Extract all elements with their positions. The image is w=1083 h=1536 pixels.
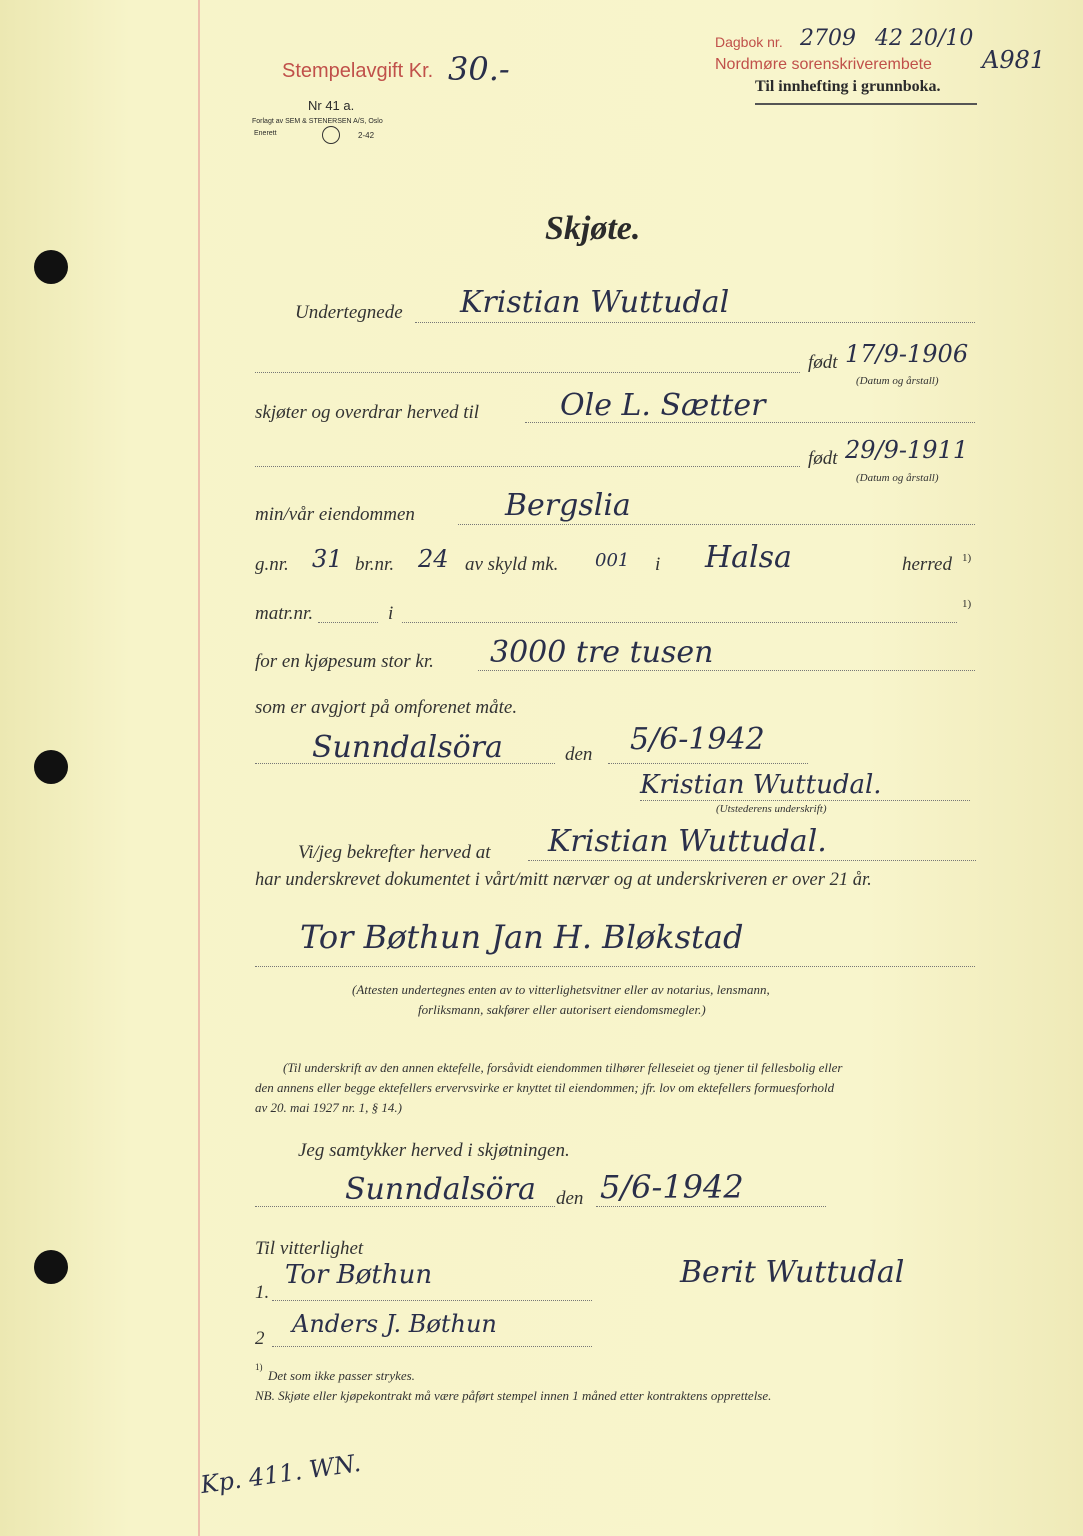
property-name: Bergslia bbox=[505, 488, 631, 523]
issuer-hint: (Utstederens underskrift) bbox=[716, 803, 827, 815]
dagbok-number: 2709 bbox=[800, 26, 856, 51]
price-label: for en kjøpesum stor kr. bbox=[255, 651, 434, 672]
document-title: Skjøte. bbox=[545, 210, 641, 247]
in-label: i bbox=[655, 554, 661, 575]
date-label: den bbox=[565, 744, 593, 765]
confirm-label: Vi/jeg bekrefter herved at bbox=[298, 842, 491, 863]
place-2: Sunndalsöra bbox=[345, 1172, 536, 1207]
union-label-icon bbox=[322, 126, 340, 144]
footnote-marker: 1) bbox=[962, 552, 972, 564]
filing-underline bbox=[755, 103, 977, 105]
witness-1-number: 1. bbox=[255, 1282, 270, 1303]
confirm-text: har underskrevet dokumentet i vårt/mitt nærvær og at underskriveren er over 21 år. bbox=[255, 870, 872, 890]
confirm-name: Kristian Wuttudal. bbox=[548, 824, 827, 859]
herred-label: herred bbox=[902, 554, 952, 575]
born-label-2: født bbox=[808, 448, 838, 469]
date-2: 5/6-1942 bbox=[600, 1168, 744, 1206]
attest-note-1: (Attesten undertegnes enten av to vitterlighetsvitner eller av notarius, lensmann, bbox=[352, 982, 770, 997]
dagbok-label: Dagbok nr. bbox=[715, 34, 783, 50]
punch-hole bbox=[34, 1250, 68, 1284]
issuer-signature: Kristian Wuttudal. bbox=[640, 770, 882, 800]
gnr-label: g.nr. bbox=[255, 554, 289, 575]
edition: 2-42 bbox=[358, 131, 375, 140]
skyld-label: av skyld mk. bbox=[465, 554, 559, 575]
settled-text: som er avgjort på omforenet måte. bbox=[255, 697, 518, 718]
nb-note: NB. Skjøte eller kjøpekontrakt må være påført stempel innen 1 måned etter kontraktens opprettelse. bbox=[255, 1388, 772, 1403]
matr-label: matr.nr. bbox=[255, 603, 314, 624]
spouse-signature: Berit Wuttudal bbox=[680, 1255, 905, 1290]
footnote-marker-3: 1) bbox=[255, 1362, 263, 1372]
publisher: Forlagt av SEM & STENERSEN A/S, Oslo bbox=[252, 118, 383, 125]
reference-number: A981 bbox=[982, 46, 1046, 74]
in-label-2: i bbox=[388, 603, 394, 624]
margin-rule bbox=[198, 0, 200, 1536]
buyer-birthdate: 29/9-1911 bbox=[845, 436, 969, 464]
witness-signatures: Tor Bøthun Jan H. Bløkstad bbox=[300, 918, 744, 956]
vitterlighet-label: Til vitterlighet bbox=[255, 1238, 364, 1259]
attest-note-2: forliksmann, sakfører eller autorisert eiendomsmegler.) bbox=[418, 1002, 706, 1017]
place: Sunndalsöra bbox=[312, 730, 503, 765]
consent-text: Jeg samtykker herved i skjøtningen. bbox=[298, 1140, 570, 1161]
date-hint-2: (Datum og årstall) bbox=[856, 472, 939, 484]
enerett: Enerett bbox=[254, 130, 277, 137]
seller-name: Kristian Wuttudal bbox=[460, 285, 730, 320]
brnr-value: 24 bbox=[418, 545, 449, 573]
buyer-name: Ole L. Sætter bbox=[560, 388, 766, 423]
property-label: min/vår eiendommen bbox=[255, 504, 415, 525]
transfer-label: skjøter og overdrar herved til bbox=[255, 402, 480, 423]
date-hint: (Datum og årstall) bbox=[856, 375, 939, 387]
date-label-2: den bbox=[556, 1188, 584, 1209]
witness-2: Anders J. Bøthun bbox=[292, 1310, 497, 1338]
footnote-1: Det som ikke passer strykes. bbox=[268, 1368, 415, 1383]
spouse-note-2: den annens eller begge ektefellers ervervsvirke er knyttet til eiendommen; jfr. lov om ektefellers formuesforhold bbox=[255, 1080, 835, 1095]
filing-note: Til innhefting i grunnboka. bbox=[755, 78, 941, 95]
herred-name: Halsa bbox=[705, 540, 792, 575]
seller-birthdate: 17/9-1906 bbox=[845, 340, 969, 368]
skyld-value: 001 bbox=[595, 550, 630, 571]
date: 5/6-1942 bbox=[630, 722, 765, 757]
punch-hole bbox=[34, 250, 68, 284]
born-label: født bbox=[808, 352, 838, 373]
office-stamp: Nordmøre sorenskriverembete bbox=[715, 56, 932, 73]
price-value: 3000 tre tusen bbox=[490, 635, 714, 670]
footnote-marker-2: 1) bbox=[962, 598, 972, 610]
dagbok-date: 42 20/10 bbox=[875, 26, 974, 51]
undersigned-label: Undertegnede bbox=[295, 302, 403, 323]
witness-2-number: 2 bbox=[255, 1328, 265, 1349]
spouse-note-1: (Til underskrift av den annen ektefelle, forsåvidt eiendommen tilhører felleseiet og tjener til fellesbolig eller bbox=[283, 1060, 843, 1075]
corner-note: Kp. 411. WN. bbox=[198, 1448, 363, 1500]
stamp-amount: 30.- bbox=[448, 50, 510, 88]
gnr-value: 31 bbox=[312, 545, 343, 573]
brnr-label: br.nr. bbox=[355, 554, 395, 575]
witness-1: Tor Bøthun bbox=[285, 1260, 433, 1290]
form-number: Nr 41 a. bbox=[308, 98, 355, 113]
punch-hole bbox=[34, 750, 68, 784]
stamp-duty-label: Stempelavgift Kr. bbox=[282, 60, 434, 82]
spouse-note-3: av 20. mai 1927 nr. 1, § 14.) bbox=[255, 1100, 402, 1115]
